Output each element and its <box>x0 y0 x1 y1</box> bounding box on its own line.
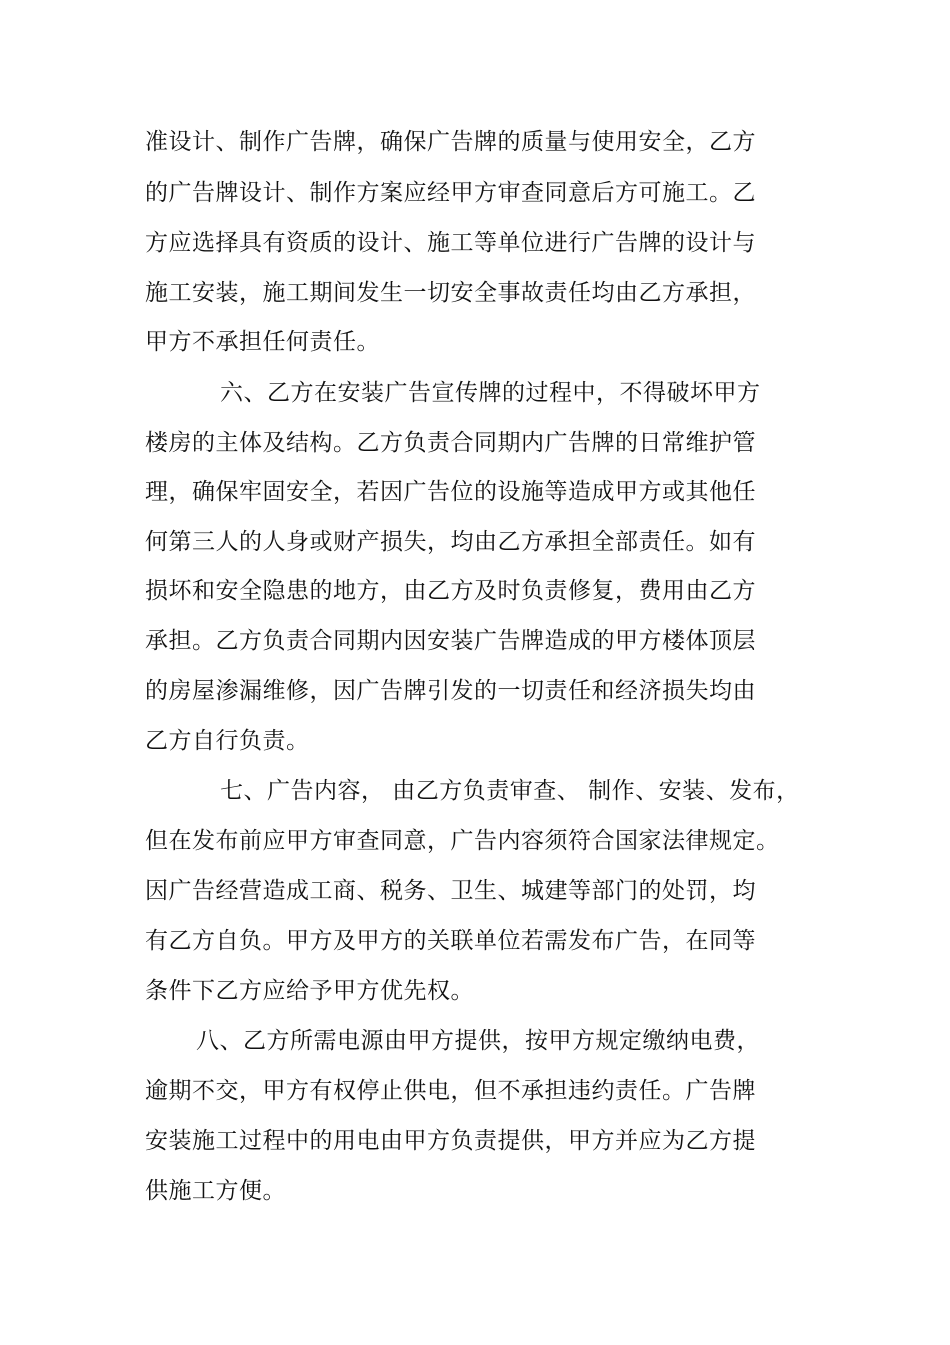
clause-7-first-line: 七、广告内容， 由乙方负责审查、 制作、安装、发布， <box>220 778 800 804</box>
text-line: 安装施工过程中的用电由甲方负责提供，甲方并应为乙方提 <box>145 1128 756 1154</box>
text-line: 因广告经营造成工商、税务、卫生、城建等部门的处罚，均 <box>145 878 756 904</box>
text-line: 损坏和安全隐患的地方，由乙方及时负责修复，费用由乙方 <box>145 578 756 604</box>
clause-6-first-line: 六、乙方在安装广告宣传牌的过程中，不得破坏甲方 <box>220 380 761 406</box>
text-line: 有乙方自负。甲方及甲方的关联单位若需发布广告，在同等 <box>145 928 756 954</box>
text-line: 楼房的主体及结构。乙方负责合同期内广告牌的日常维护管 <box>145 430 756 456</box>
text-line: 逾期不交，甲方有权停止供电，但不承担违约责任。广告牌 <box>145 1078 756 1104</box>
clause-8-first-line: 八、乙方所需电源由甲方提供，按甲方规定缴纳电费， <box>196 1028 760 1054</box>
text-line: 施工安装，施工期间发生一切安全事故责任均由乙方承担， <box>145 280 756 306</box>
text-line: 的广告牌设计、制作方案应经甲方审查同意后方可施工。乙 <box>145 180 756 206</box>
text-line: 何第三人的人身或财产损失，均由乙方承担全部责任。如有 <box>145 529 756 555</box>
text-line: 甲方不承担任何责任。 <box>145 329 380 355</box>
text-line: 但在发布前应甲方审查同意，广告内容须符合国家法律规定。 <box>145 828 780 854</box>
text-line: 准设计、制作广告牌，确保广告牌的质量与使用安全，乙方 <box>145 129 756 155</box>
text-line: 乙方自行负责。 <box>145 728 310 754</box>
text-line: 供施工方便。 <box>145 1178 286 1204</box>
text-line: 方应选择具有资质的设计、施工等单位进行广告牌的设计与 <box>145 230 756 256</box>
text-line: 的房屋渗漏维修，因广告牌引发的一切责任和经济损失均由 <box>145 678 756 704</box>
text-line: 条件下乙方应给予甲方优先权。 <box>145 978 474 1004</box>
text-line: 承担。乙方负责合同期内因安装广告牌造成的甲方楼体顶层 <box>145 628 756 654</box>
text-line: 理，确保牢固安全，若因广告位的设施等造成甲方或其他任 <box>145 479 756 505</box>
